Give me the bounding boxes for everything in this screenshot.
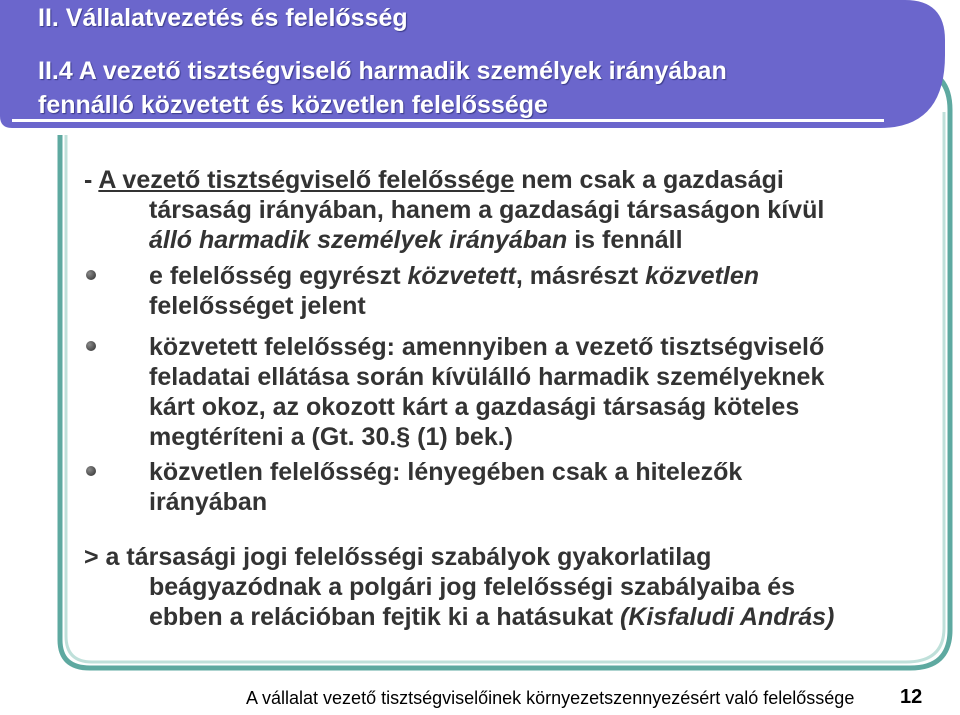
bullet-1-italic-b: közvetett	[407, 262, 516, 290]
intro-line-3-rest: is fennáll	[567, 226, 683, 254]
footer-text: A vállalat vezető tisztségviselőinek környezetszennyezésért való felelőssége	[246, 688, 855, 708]
intro-underlined: A vezető tisztségviselő felelőssége	[98, 166, 515, 194]
slide-subtitle	[38, 54, 918, 122]
bullet-2-line-4: megtéríteni a (Gt. 30.§ (1) bek.)	[149, 423, 513, 451]
bullet-dot-icon	[86, 270, 96, 280]
conclusion-line-3	[149, 603, 834, 632]
bullet-1-line-2: felelősséget jelent	[149, 292, 366, 320]
bullet-2-line-1: közvetett felelősség: amennyiben a vezető tisztségviselő	[149, 333, 825, 361]
conclusion-line-3-text: ebben a relációban fejtik ki a hatásukat	[149, 603, 621, 631]
bullet-3-line-2: irányában	[149, 488, 268, 516]
conclusion-line-1: > a társasági jogi felelősségi szabályok gyakorlatilag	[84, 543, 712, 571]
subtitle-line-1: II.4 A vezető tisztségviselő harmadik személyek irányában	[38, 57, 727, 85]
bullet-1-text-c: , másrészt	[515, 262, 646, 290]
intro-prefix: -	[84, 166, 99, 194]
bullet-2-line-3: kárt okoz, az okozott kárt a gazdasági társaság köteles	[149, 393, 800, 421]
intro-italic: álló harmadik személyek irányában	[149, 226, 568, 254]
bullet-1-line-1	[149, 262, 759, 291]
bullet-2-line-2: feladatai ellátása során kívülálló harmadik személyeknek	[149, 363, 825, 391]
bullet-3-line-1: közvetlen felelősség: lényegében csak a hitelezők	[149, 458, 743, 486]
bullet-dot-icon	[86, 341, 96, 351]
bullet-dot-icon	[86, 466, 96, 476]
subtitle-line-2: fennálló közvetett és közvetlen felelőssége	[38, 91, 548, 119]
intro-rest: nem csak a gazdasági	[514, 166, 784, 194]
intro-line-1	[84, 166, 784, 195]
slide-title: II. Vállalatvezetés és felelősség	[38, 4, 408, 32]
intro-line-3	[149, 226, 683, 255]
intro-line-2: társaság irányában, hanem a gazdasági társaságon kívül	[149, 196, 825, 224]
bullet-1-text-a: e felelősség egyrészt	[149, 262, 408, 290]
bullet-1-italic-d: közvetlen	[645, 262, 760, 290]
page-number: 12	[900, 686, 923, 708]
conclusion-line-2: beágyazódnak a polgári jog felelősségi szabályaiba és	[149, 573, 796, 601]
conclusion-citation: (Kisfaludi András)	[620, 603, 835, 631]
